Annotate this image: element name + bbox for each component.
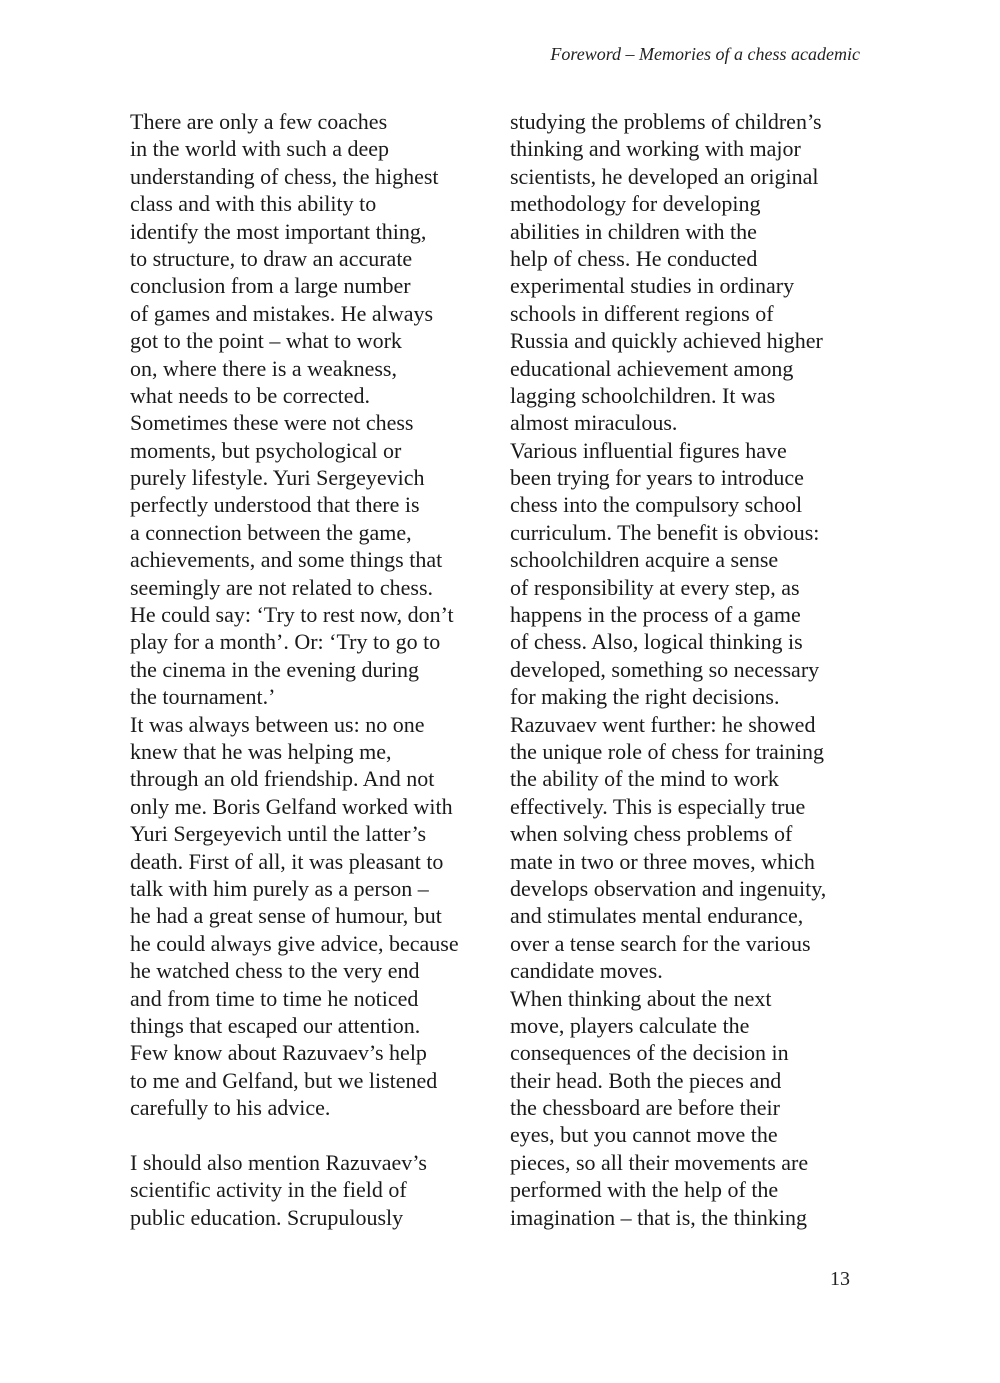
text-line: public education. Scrupulously xyxy=(130,1204,404,1230)
page-number: 13 xyxy=(830,1268,850,1290)
text-line: play for a month’. Or: ‘Try to go to xyxy=(130,629,441,655)
text-line: been trying for years to introduce xyxy=(510,465,804,491)
text-line: almost miraculous. xyxy=(510,410,678,436)
text-line: of games and mistakes. He always xyxy=(130,300,434,326)
text-line: their head. Both the pieces and xyxy=(510,1067,782,1093)
text-line: happens in the process of a game xyxy=(510,602,801,628)
text-line: pieces, so all their movements are xyxy=(510,1149,809,1175)
text-line: things that escaped our attention. xyxy=(130,1012,421,1038)
text-line: imagination – that is, the thinking xyxy=(510,1204,807,1230)
text-line: on, where there is a weakness, xyxy=(130,355,397,381)
text-line: the tournament.’ xyxy=(130,684,276,710)
text-line: a connection between the game, xyxy=(130,519,412,545)
text-line: He could say: ‘Try to rest now, don’t xyxy=(130,602,454,628)
text-line: moments, but psychological or xyxy=(130,437,402,463)
text-line: the unique role of chess for training xyxy=(510,738,825,764)
text-line: scientific activity in the field of xyxy=(130,1177,407,1203)
text-line: There are only a few coaches xyxy=(130,109,388,134)
text-line: and from time to time he noticed xyxy=(130,985,419,1011)
running-header: Foreword – Memories of a chess academic xyxy=(550,44,860,64)
text-line: curriculum. The benefit is obvious: xyxy=(510,519,820,545)
text-line: thinking and working with major xyxy=(510,136,801,162)
text-line: Various influential figures have xyxy=(510,437,787,463)
text-line: It was always between us: no one xyxy=(130,711,425,737)
text-line: Russia and quickly achieved higher xyxy=(510,328,823,354)
text-line: what needs to be corrected. xyxy=(130,382,371,408)
text-line: candidate moves. xyxy=(510,958,663,984)
text-line: he could always give advice, because xyxy=(130,930,459,956)
text-line: When thinking about the next xyxy=(510,985,772,1011)
text-line: educational achievement among xyxy=(510,355,794,381)
text-line: eyes, but you cannot move the xyxy=(510,1122,778,1148)
text-line: knew that he was helping me, xyxy=(130,738,392,764)
text-line: understanding of chess, the highest xyxy=(130,163,439,189)
text-line: through an old friendship. And not xyxy=(130,766,435,792)
text-line: of responsibility at every step, as xyxy=(510,574,800,600)
text-line: Sometimes these were not chess xyxy=(130,410,414,436)
text-line: for making the right decisions. xyxy=(510,684,780,710)
text-line: help of chess. He conducted xyxy=(510,245,758,271)
text-line: Razuvaev went further: he showed xyxy=(510,711,816,737)
text-line: of chess. Also, logical thinking is xyxy=(510,629,803,655)
text-line: lagging schoolchildren. It was xyxy=(510,382,776,408)
text-line: to structure, to draw an accurate xyxy=(130,245,413,271)
text-line: only me. Boris Gelfand worked with xyxy=(130,793,453,819)
text-line: identify the most important thing, xyxy=(130,218,427,244)
text-line: methodology for developing xyxy=(510,191,761,217)
text-line: got to the point – what to work xyxy=(130,328,402,354)
text-line: consequences of the decision in xyxy=(510,1040,789,1066)
text-column-right xyxy=(510,108,870,1231)
text-line: he had a great sense of humour, but xyxy=(130,903,442,929)
text-line: I should also mention Razuvaev’s xyxy=(130,1149,427,1175)
text-line: performed with the help of the xyxy=(510,1177,779,1203)
text-column-left xyxy=(130,108,490,1231)
text-line: schoolchildren acquire a sense xyxy=(510,547,779,573)
text-line: seemingly are not related to chess. xyxy=(130,574,434,600)
text-line: perfectly understood that there is xyxy=(130,492,420,518)
text-line: purely lifestyle. Yuri Sergeyevich xyxy=(130,465,425,491)
text-line: abilities in children with the xyxy=(510,218,757,244)
text-line xyxy=(130,1121,490,1148)
text-line: death. First of all, it was pleasant to xyxy=(130,848,444,874)
text-line: and stimulates mental endurance, xyxy=(510,903,804,929)
text-line: the cinema in the evening during xyxy=(130,656,419,682)
text-line: schools in different regions of xyxy=(510,300,774,326)
text-line: in the world with such a deep xyxy=(130,136,390,162)
text-line: Few know about Razuvaev’s help xyxy=(130,1040,427,1066)
text-line: Yuri Sergeyevich until the latter’s xyxy=(130,821,427,847)
text-line: carefully to his advice. xyxy=(130,1095,331,1121)
text-line: the chessboard are before their xyxy=(510,1095,780,1121)
text-line: talk with him purely as a person – xyxy=(130,875,429,901)
text-line: class and with this ability to xyxy=(130,191,377,217)
text-line: move, players calculate the xyxy=(510,1012,750,1038)
text-line: effectively. This is especially true xyxy=(510,793,806,819)
text-line: scientists, he developed an original xyxy=(510,163,819,189)
text-line: the ability of the mind to work xyxy=(510,766,779,792)
text-line: to me and Gelfand, but we listened xyxy=(130,1067,438,1093)
text-line: experimental studies in ordinary xyxy=(510,273,795,299)
text-line: mate in two or three moves, which xyxy=(510,848,815,874)
text-line: achievements, and some things that xyxy=(130,547,443,573)
text-line: develops observation and ingenuity, xyxy=(510,875,827,901)
text-line: developed, something so necessary xyxy=(510,656,820,682)
text-line: conclusion from a large number xyxy=(130,273,411,299)
text-line: chess into the compulsory school xyxy=(510,492,803,518)
text-line: he watched chess to the very end xyxy=(130,958,420,984)
text-line: studying the problems of children’s xyxy=(510,109,822,134)
text-line: when solving chess problems of xyxy=(510,821,793,847)
text-line: over a tense search for the various xyxy=(510,930,811,956)
